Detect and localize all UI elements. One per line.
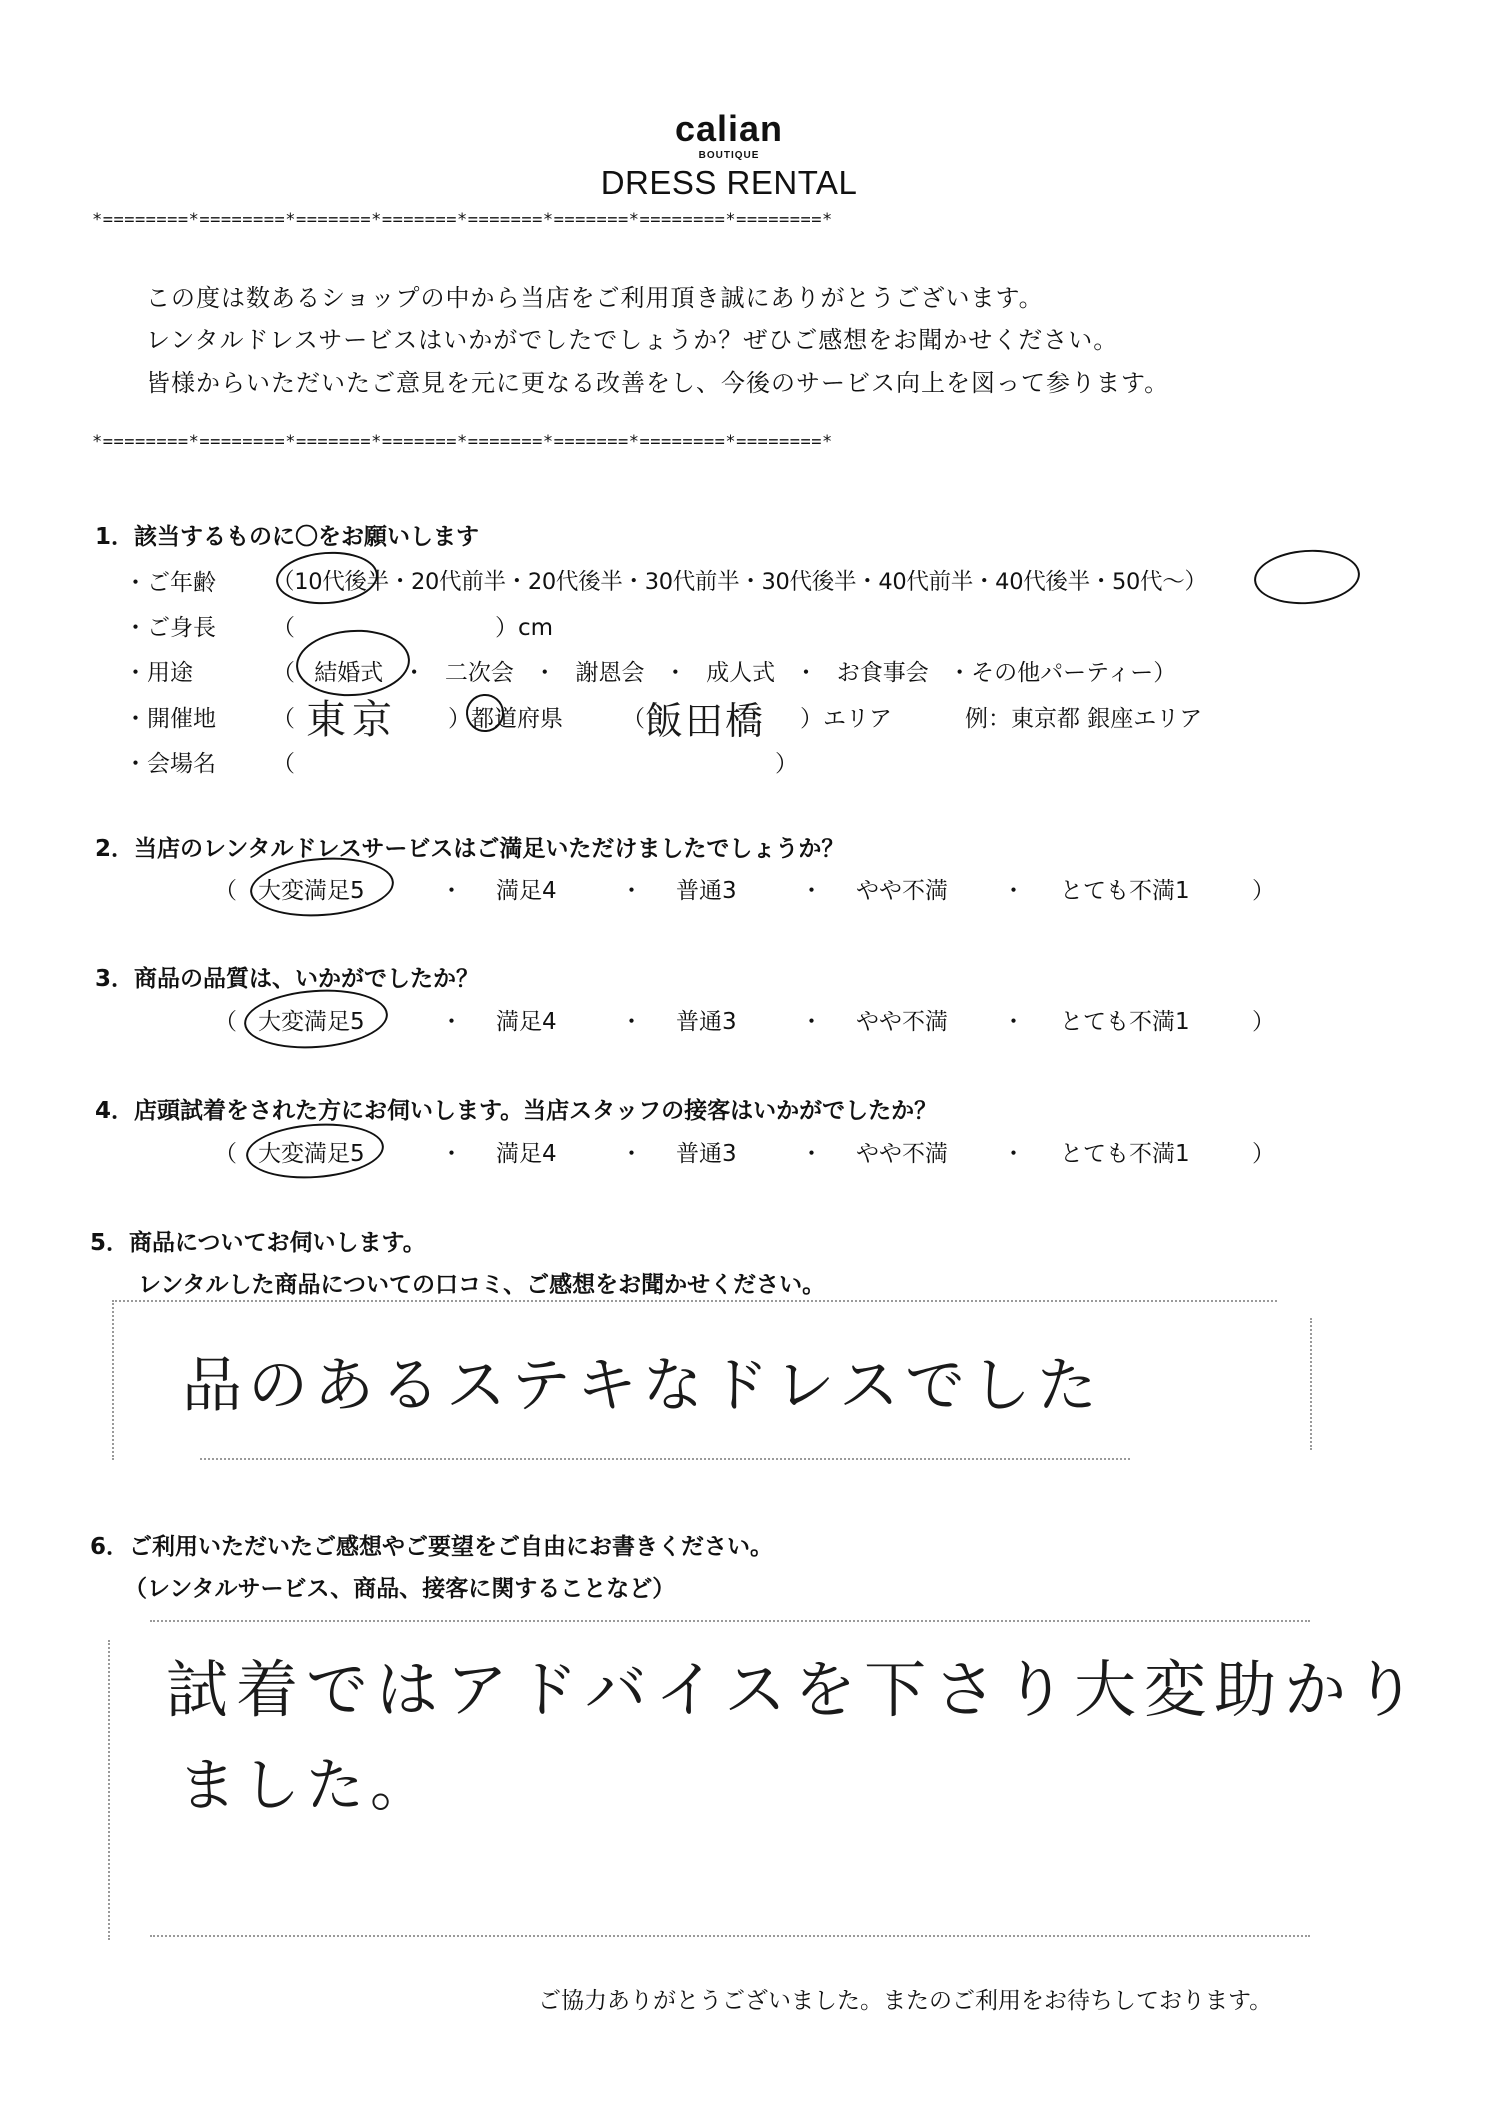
hall-open-paren: （ xyxy=(272,751,295,777)
q1-title: 1．該当するものに〇をお願いします xyxy=(95,524,480,550)
rating-satisfied: 満足4 xyxy=(496,1141,557,1167)
rating-dot: ・ xyxy=(620,1141,643,1167)
rating-close-paren: ） xyxy=(1252,1141,1275,1167)
q5-box-left-dots xyxy=(112,1300,114,1460)
rating-satisfied: 満足4 xyxy=(496,878,557,904)
rating-satisfied: 満足4 xyxy=(496,1009,557,1035)
rating-dot: ・ xyxy=(440,878,463,904)
intro-line-2: レンタルドレスサービスはいかがでしたでしょうか？ぜひご感想をお聞かせください。 xyxy=(146,326,1119,354)
rating-neutral: 普通3 xyxy=(676,878,737,904)
q5-handwritten-answer: 品のあるステキなドレスでした xyxy=(182,1351,1103,1421)
rating-neutral: 普通3 xyxy=(676,1141,737,1167)
rating-very-satisfied: 大変満足5 xyxy=(258,1141,365,1167)
q4-selection-circle xyxy=(244,1119,385,1182)
rating-very-dissatisfied: とても不満1 xyxy=(1060,878,1190,904)
rating-dissatisfied: やや不満 xyxy=(856,1009,948,1035)
venue-area-label: ）エリア xyxy=(800,706,892,732)
venue-area-open-paren: （ xyxy=(622,706,645,732)
separator-top: *========*========*=======*=======*=======*=======*========*========* xyxy=(92,210,833,230)
q2-selection-circle xyxy=(248,853,396,921)
rating-open-paren: （ xyxy=(214,1141,237,1167)
age-selection-circle-50s xyxy=(1252,546,1362,607)
rating-dissatisfied: やや不満 xyxy=(856,878,948,904)
height-open-paren: （ xyxy=(272,615,295,641)
rating-very-dissatisfied: とても不満1 xyxy=(1060,1009,1190,1035)
intro-line-1: この度は数あるショップの中から当店をご利用頂き誠にありがとうございます。 xyxy=(146,284,1044,312)
q5-box-bottom-dots xyxy=(200,1458,1130,1460)
height-label: ・ご身長 xyxy=(124,615,216,641)
q3-rating-row xyxy=(0,1003,1500,1035)
q3-title: 3．商品の品質は、いかがでしたか？ xyxy=(95,966,480,992)
q5-box-top-dots xyxy=(112,1300,1277,1302)
rating-dot: ・ xyxy=(1002,1009,1025,1035)
q2-rating-row xyxy=(0,872,1500,904)
q6-handwritten-answer-line-1: 試着ではアドバイスを下さり大変助かり xyxy=(166,1653,1425,1726)
rating-open-paren: （ xyxy=(214,878,237,904)
footer-thanks: ご協力ありがとうございました。またのご利用をお待ちしております。 xyxy=(538,1988,1273,2014)
rating-close-paren: ） xyxy=(1252,878,1275,904)
rating-dot: ・ xyxy=(620,878,643,904)
q4-title: 4．店頭試着をされた方にお伺いします。当店スタッフの接客はいかがでしたか？ xyxy=(95,1098,938,1124)
intro-line-3: 皆様からいただいたご意見を元に更なる改善をし、今後のサービス向上を図って参ります。 xyxy=(146,369,1170,397)
brand-logo-text: calian xyxy=(674,108,784,149)
age-selection-circle-10s xyxy=(274,549,379,608)
q4-rating-row xyxy=(0,1135,1500,1167)
q6-box-bottom-dots xyxy=(150,1935,1310,1937)
age-label: ・ご年齢 xyxy=(124,570,216,596)
hall-close-paren: ） xyxy=(775,751,798,777)
q5-subtitle: レンタルした商品についての口コミ、ご感想をお聞かせください。 xyxy=(138,1272,826,1298)
page-title: DRESS RENTAL xyxy=(600,164,858,201)
rating-dot: ・ xyxy=(1002,1141,1025,1167)
q6-box-left-dots xyxy=(108,1640,110,1940)
q6-title: 6．ご利用いただいたご感想やご要望をご自由にお書きください。 xyxy=(90,1534,774,1560)
rating-open-paren: （ xyxy=(214,1009,237,1035)
q3-selection-circle xyxy=(242,985,390,1053)
rating-dot: ・ xyxy=(440,1009,463,1035)
separator-bottom: *========*========*=======*=======*=======*=======*========*========* xyxy=(92,432,833,452)
rating-dot: ・ xyxy=(800,878,823,904)
purpose-label: ・用途 xyxy=(124,660,193,686)
rating-dot: ・ xyxy=(800,1141,823,1167)
purpose-options: （ 結婚式 ・ 二次会 ・ 謝恩会 ・ 成人式 ・ お食事会 ・その他パーティー） xyxy=(272,660,1177,686)
rating-very-satisfied: 大変満足5 xyxy=(258,1009,365,1035)
q6-subtitle: （レンタルサービス、商品、接客に関することなど） xyxy=(124,1576,676,1602)
height-unit: ）cm xyxy=(495,615,554,641)
rating-dot: ・ xyxy=(620,1009,643,1035)
venue-open-paren: （ xyxy=(272,706,295,732)
q6-box-top-dots xyxy=(150,1620,1310,1622)
age-options: （10代後半・20代前半・20代後半・30代前半・30代後半・40代前半・40代後半・50代～） xyxy=(272,569,1207,595)
rating-dot: ・ xyxy=(1002,878,1025,904)
rating-close-paren: ） xyxy=(1252,1009,1275,1035)
rating-dot: ・ xyxy=(440,1141,463,1167)
rating-very-satisfied: 大変満足5 xyxy=(258,878,365,904)
q5-box-right-dots xyxy=(1310,1318,1312,1450)
venue-label: ・開催地 xyxy=(124,706,216,732)
q2-title: 2．当店のレンタルドレスサービスはご満足いただけましたでしょうか？ xyxy=(95,836,845,862)
venue-example: 例：東京都 銀座エリア xyxy=(965,706,1203,732)
rating-very-dissatisfied: とても不満1 xyxy=(1060,1141,1190,1167)
q6-handwritten-answer-line-2: ました。 xyxy=(178,1751,435,1819)
rating-neutral: 普通3 xyxy=(676,1009,737,1035)
venue-prefecture-label: ）都道府県 xyxy=(448,706,563,732)
venue-area-handwritten: 飯田橋 xyxy=(645,699,766,743)
brand-subtitle: BOUTIQUE xyxy=(698,150,760,161)
q5-title: 5．商品についてお伺いします。 xyxy=(90,1230,426,1256)
rating-dot: ・ xyxy=(800,1009,823,1035)
venue-prefecture-handwritten: 東京 xyxy=(306,697,398,743)
hall-label: ・会場名 xyxy=(124,751,216,777)
rating-dissatisfied: やや不満 xyxy=(856,1141,948,1167)
